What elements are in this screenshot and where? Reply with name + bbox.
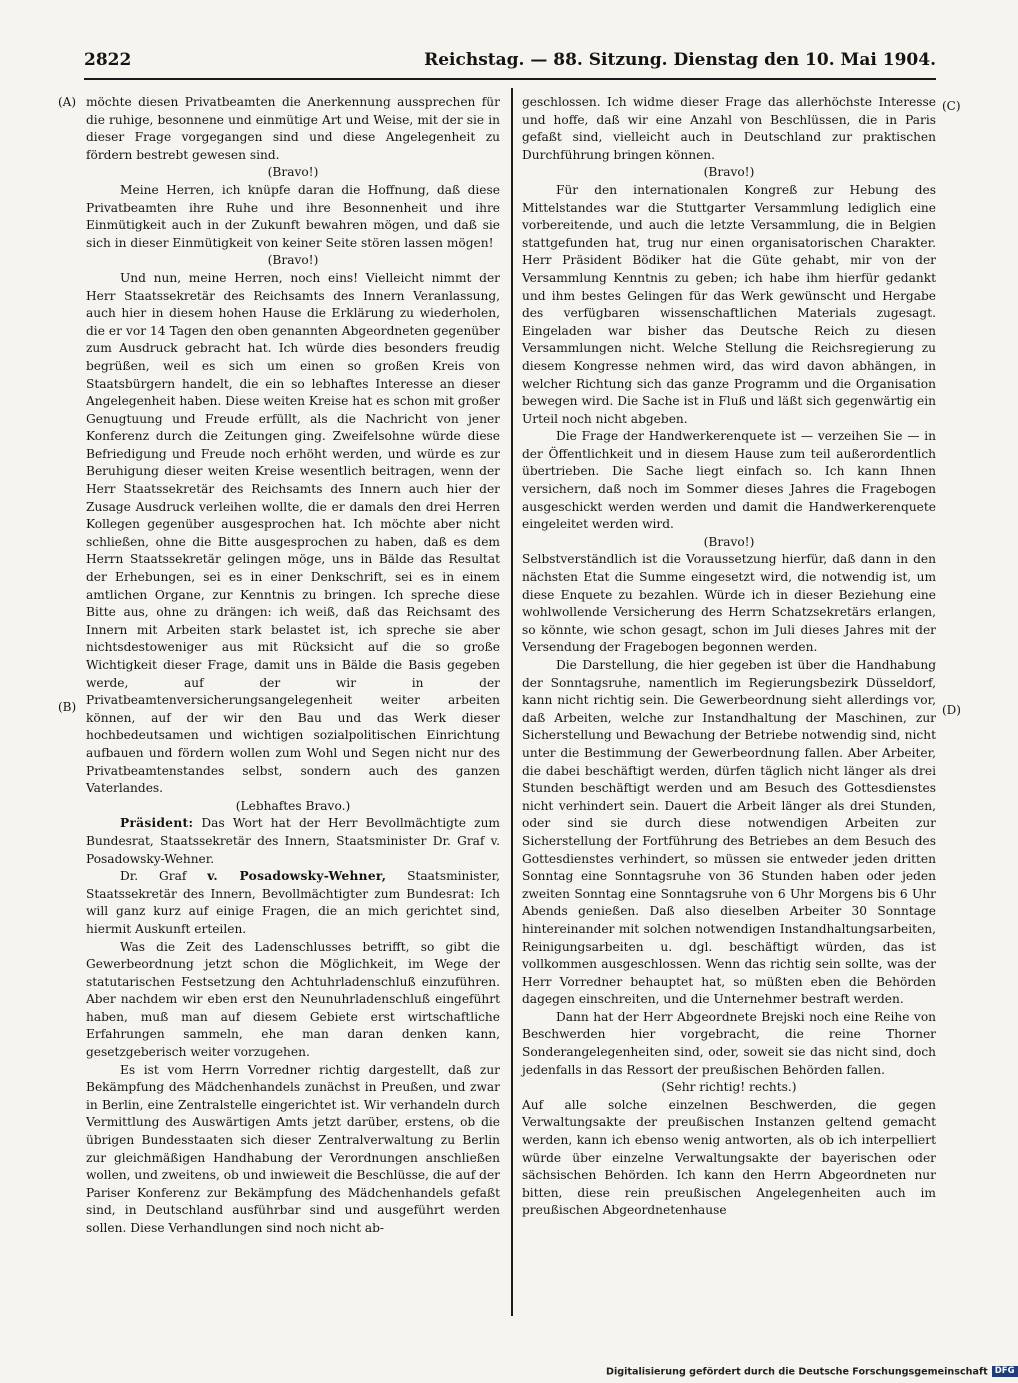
running-title: Reichstag. — 88. Sitzung. Dienstag den 10. Mai 1904. bbox=[424, 50, 936, 70]
paragraph: Selbstverständlich ist die Voraussetzung hierfür, daß dann in den nächsten Etat die Summe eingesetzt wird, die notwendig ist, um diese Enquete zu bezahlen. Würde ich in dieser Beziehung eine wohlwollende Versicherung des Herrn Schatzsekretärs erlangen, so könnte, wie schon gesagt, schon im Juli dieses Jahres mit der Versendung der Fragebogen begonnen werden. bbox=[522, 552, 936, 655]
column-divider bbox=[511, 88, 513, 1316]
paragraph-president bbox=[86, 815, 500, 868]
paragraph: Was die Zeit des Ladenschlusses betrifft, so gibt die Gewerbeordnung jetzt schon die Möglichkeit, im Wege der statutarischen Festsetzung den Achtuhrladenschluß einzuführen. Aber nachdem wir eben erst den Neunuhrladenschluß eingeführt haben, muß man auf diesem Gebiete erst wirtschaftliche Erfahrungen sammeln, ehe man daran denken kann, gesetzgeberisch weiter vorzugehen. bbox=[86, 939, 500, 1060]
left-column bbox=[86, 94, 500, 1238]
dfg-logo: DFG bbox=[992, 1366, 1018, 1377]
interjection: (Bravo!) bbox=[703, 534, 755, 549]
paragraph: Die Frage der Handwerkerenquete ist — verzeihen Sie — in der Öffentlichkeit und in diesem Hause zum teil außerordentlich übertrieben. Die Sache liegt einfach so. Ich kann Ihnen versichern, daß noch im Sommer dieses Jahres die Fragebogen ausgeschickt werden werden und damit die Handwerkerenquete eingeleitet werden wird. bbox=[522, 429, 936, 532]
paragraph: Meine Herren, ich knüpfe daran die Hoffnung, daß diese Privatbeamten ihre Ruhe und ihre Besonnenheit und ihre Einmütigkeit auch in der Zukunft bewahren mögen, und daß sie sich in dieser Einmütigkeit von keiner Seite stören lassen mögen! bbox=[86, 182, 500, 250]
speech-text: Staatsminister, Staatssekretär des Innern, Bevollmächtigter zum Bundesrat: Ich will ganz kurz auf einige Fragen, die an mich gerichtet sind, hiermit Auskunft erteilen. bbox=[86, 869, 500, 936]
interjection: (Bravo!) bbox=[703, 165, 755, 180]
paragraph: geschlossen. Ich widme dieser Frage das allerhöchste Interesse und hoffe, daß wir eine Anzahl von Beschlüssen, die in Paris gefaßt sind, vielleicht auch in Deutschland zur praktischen Durchführung bringen können. bbox=[522, 95, 936, 162]
interjection: (Sehr richtig! rechts.) bbox=[661, 1080, 797, 1095]
paragraph: Es ist vom Herrn Vorredner richtig dargestellt, daß zur Bekämpfung des Mädchenhandels zunächst in Preußen, und zwar in Berlin, eine Zentralstelle eingerichtet ist. Wir verhandeln durch Vermittlung des Auswärtigen Amts jetzt darüber, erstens, ob die übrigen Bundesstaaten sich dieser Zentralverwaltung zu Berlin zur gleichmäßigen Handhabung der Verordnungen anschließen wollen, und zweitens, ob und inwieweit die Beschlüsse, die auf der Pariser Konferenz zur Bekämpfung des Mädchenhandels gefaßt sind, in Deutschland ausführbar sind und ausgeführt werden sollen. Diese Verhandlungen sind noch nicht ab- bbox=[86, 1062, 500, 1235]
header-rule bbox=[84, 78, 936, 80]
paragraph: Die Darstellung, die hier gegeben ist über die Handhabung der Sonntagsruhe, namentlich im Regierungsbezirk Düsseldorf, kann nicht richtig sein. Die Gewerbeordnung sieht allerdings vor, daß Arbeiten, welche zur Instandhaltung der Maschinen, zur Sicherstellung und Bewachung der Betriebe notwendig sind, nicht unter die Bestimmung der Gewerbeordnung fallen. Aber Arbeiter, die dabei beschäftigt werden, dürfen täglich nicht länger als drei Stunden beschäftigt werden und am Besuch des Gottesdienstes nicht verhindert sein. Dauert die Arbeit länger als drei Stunden, oder sind sie durch diese notwendigen Arbeiten zur Sicherstellung der Fortführung des Betriebes an dem Besuch des Gottesdienstes verhindert, so müssen sie entweder jeden dritten Sonntag eine Sonntagsruhe von 36 Stunden haben oder jeden zweiten Sonntag eine Sonntagsruhe von 6 Uhr Morgens bis 6 Uhr Abends genießen. Daß also dieselben Arbeiter 30 Sonntage hintereinander mit solchen notwendigen Instandhaltungsarbeiten, Reinigungsarbeiten u. dgl. beschäftigt würden, das ist vollkommen ausgeschlossen. Wenn das richtig sein sollte, was der Herr Vorredner behauptet hat, so müßten eben die Behörden dagegen einschreiten, und die Unternehmer bestraft werden. bbox=[522, 658, 936, 1007]
margin-mark-a: (A) bbox=[58, 95, 77, 109]
interjection: (Bravo!) bbox=[267, 165, 319, 180]
footer-text: Digitalisierung gefördert durch die Deutsche Forschungsgemeinschaft bbox=[606, 1366, 988, 1378]
speech-text: Das Wort hat der Herr Bevollmächtigte zum Bundesrat, Staatssekretär des Innern, Staatsminister Dr. Graf v. Posadowsky-Wehner. bbox=[86, 816, 500, 866]
margin-mark-b: (B) bbox=[58, 700, 77, 714]
right-column bbox=[522, 94, 936, 1220]
interjection: (Bravo!) bbox=[267, 253, 319, 268]
page-header bbox=[84, 50, 936, 74]
paragraph: Auf alle solche einzelnen Beschwerden, die gegen Verwaltungsakte der preußischen Instanzen geltend gemacht werden, kann ich ebenso wenig antworten, als ob ich interpelliert würde über einzelne Verwaltungsakte der bayerischen oder sächsischen Behörden. Ich kann den Herrn Abgeordneten nur bitten, diese rein preußischen Angelegenheiten auch im preußischen Abgeordnetenhause bbox=[522, 1097, 936, 1218]
margin-mark-c: (C) bbox=[942, 99, 961, 113]
margin-mark-d: (D) bbox=[942, 703, 961, 717]
interjection: (Lebhaftes Bravo.) bbox=[235, 798, 351, 813]
paragraph: Dann hat der Herr Abgeordnete Brejski noch eine Reihe von Beschwerden hier vorgebracht, die reine Thorner Sonderangelegenheiten sind, oder, soweit sie das nicht sind, doch jedenfalls in das Ressort der preußischen Behörden fallen. bbox=[522, 1009, 936, 1077]
paragraph: möchte diesen Privatbeamten die Anerkennung aussprechen für die ruhige, besonnene und einmütige Art und Weise, mit der sie in dieser Frage vorgegangen sind und diese Angelegenheit zu fördern bestrebt gewesen sind. bbox=[86, 95, 500, 162]
speaker-name: Präsident: bbox=[120, 816, 194, 831]
paragraph-speaker bbox=[86, 868, 500, 938]
page-number: 2822 bbox=[84, 50, 132, 70]
speaker-name: v. Posadowsky-Wehner, bbox=[207, 869, 387, 884]
paragraph: Und nun, meine Herren, noch eins! Vielleicht nimmt der Herr Staatssekretär des Reichsamts des Innern Veranlassung, auch hier in diesem hohen Hause die Erklärung zu wiederholen, die er vor 14 Tagen den oben genannten Abgeordneten gegenüber zum Ausdruck gebracht hat. Ich würde dies besonders freudig begrüßen, weil es sich um einen so großen Kreis von Staatsbürgern handelt, die ein so lebhaftes Interesse an dieser Angelegenheit haben. Diese weiten Kreise hat es schon mit großer Genugtuung und Freude erfüllt, als die Nachricht von jener Konferenz durch die Zeitungen ging. Zweifelsohne würde diese Befriedigung und Freude noch erhöht werden, und würde es zur Beruhigung dieser weiten Kreise wesentlich beitragen, wenn der Herr Staatssekretär des Reichsamts des Innern auch hier der Zusage Ausdruck verleihen wollte, die er damals den drei Herren Kollegen gegenüber ausgesprochen hat. Ich möchte aber nicht schließen, ohne die Bitte ausgesprochen zu haben, daß es dem Herrn Staatssekretär gelingen möge, uns in Bälde das Resultat der Erhebungen, sei es in einer Denkschrift, sei es in einem amtlichen Organe, zur Kenntnis zu bringen. Ich spreche diese Bitte aus, ohne zu drängen: ich weiß, daß das Reichsamt des Innern mit Arbeiten stark belastet ist, ich spreche sie aber nichtsdestoweniger aus mit Rücksicht auf die so große Wichtigkeit dieser Frage, damit uns in Bälde die Basis gegeben werde, auf der wir in der Privatbeamtenversicherungsangelegenheit weiter arbeiten können, auf der wir den Bau und das Werk dieser hochbedeutsamen und wichtigen sozialpolitischen Einrichtung aufbauen und fördern wollen zum Wohl und Segen nicht nur des Privatbeamtenstandes selbst, sondern auch des ganzen Vaterlandes. bbox=[86, 270, 500, 796]
paragraph: Für den internationalen Kongreß zur Hebung des Mittelstandes war die Stuttgarter Versammlung lediglich eine vorbereitende, und auch die letzte Versammlung, die in Belgien stattgefunden hat, trug nur einen organisatorischen Charakter. Herr Präsident Bödiker hat die Güte gehabt, mir von der Versammlung Kenntnis zu geben; ich habe ihm hierfür gedankt und ihm bestes Gelingen für das Werk gewünscht und Hergabe des verfügbaren wissenschaftlichen Materials zugesagt. Eingeladen war bisher das Deutsche Reich zu diesen Versammlungen nicht. Welche Stellung die Reichsregierung zu diesem Kongresse nehmen wird, das wird davon abhängen, in welcher Richtung sich das ganze Programm und die Organisation bewegen wird. Die Sache ist in Fluß und läßt sich gegenwärtig ein Urteil noch nicht abgeben. bbox=[522, 182, 936, 426]
digitization-footer bbox=[606, 1366, 1015, 1380]
speaker-prefix: Dr. Graf bbox=[120, 869, 208, 884]
